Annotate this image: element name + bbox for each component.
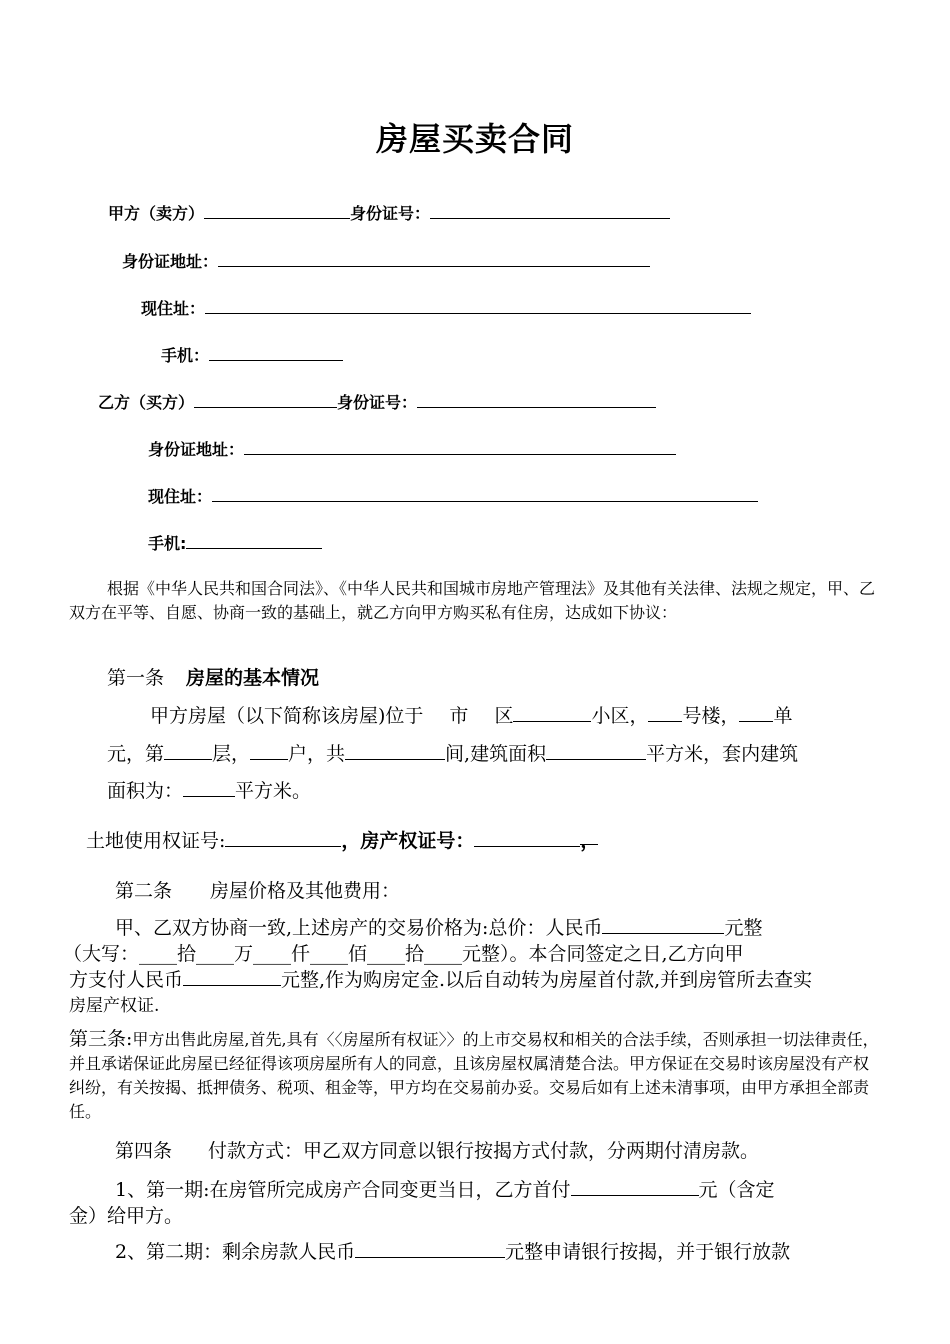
article2-heading	[115, 876, 400, 903]
article4-item1-cont: 金）给甲方。	[69, 1205, 184, 1227]
article2-line3	[69, 965, 812, 992]
article4-heading-num: 第四条	[115, 1140, 173, 1162]
party-b-phone-label: 手机:	[148, 534, 187, 553]
community-field[interactable]	[513, 703, 591, 722]
deposit-field[interactable]	[183, 967, 281, 986]
party-b-id-address-label: 身份证地址：	[148, 440, 245, 459]
city-label: 市	[449, 705, 469, 727]
area-label: 平方米，套内建筑	[646, 743, 799, 765]
unit-label: 单	[773, 705, 793, 727]
district-label: 区	[494, 705, 514, 727]
floor-label: 层，	[212, 743, 251, 765]
first-payment-field[interactable]	[571, 1177, 699, 1196]
party-a-id-address-field[interactable]	[218, 250, 650, 267]
article1-heading-num: 第一条	[107, 667, 165, 689]
party-b-name-label: 乙方（买方）	[98, 393, 195, 412]
party-a-phone-field[interactable]	[209, 344, 343, 361]
article4-item2	[115, 1237, 790, 1264]
deposit-text: 方支付人民币	[69, 969, 184, 991]
household-field[interactable]	[250, 741, 288, 760]
article2-line1	[115, 913, 762, 940]
party-a-name-field[interactable]	[204, 202, 350, 219]
land-cert-label: 土地使用权证号:	[86, 830, 226, 852]
article1-heading	[107, 663, 319, 690]
floor-field[interactable]	[164, 741, 212, 760]
floor-prefix: 元，第	[107, 743, 165, 765]
party-b-id-address-field[interactable]	[244, 438, 676, 455]
article4-heading-text: 付款方式：甲乙双方同意以银行按揭方式付款，分两期付清房款。	[208, 1140, 760, 1162]
intro-paragraph: 根据《中华人民共和国合同法》、《中华人民共和国城市房地产管理法》及其他有关法律、法规之规定，甲、乙双方在平等、自愿、协商一致的基础上，就乙方向甲方购买私有住房，达成如下协议：	[69, 579, 876, 622]
land-cert-row	[86, 826, 598, 853]
rooms-field[interactable]	[345, 741, 445, 760]
page-title: 房屋买卖合同	[375, 120, 574, 158]
article3-text: 甲方出售此房屋,首先,具有〈〈房屋所有权证〉〉的上市交易权和相关的合法手续，否则承担一切法律责任，并且承诺保证此房屋已经征得该项房屋所有人的同意，且该房屋权属清楚合法。甲方保证在交易时该房屋没有产权纠纷，有关按揭、抵押债务、税项、租金等，甲方均在交易前办妥。交易后如有上述未清事项，由甲方承担全部责任。	[69, 1030, 879, 1121]
article3-heading: 第三条:	[69, 1028, 133, 1050]
unit-field[interactable]	[739, 703, 773, 722]
total-price-field[interactable]	[602, 915, 724, 934]
party-b-address-row	[148, 484, 758, 507]
property-cert-field[interactable]	[474, 828, 580, 847]
party-b-id-address-row	[148, 437, 676, 460]
party-a-id-field[interactable]	[430, 202, 670, 219]
article1-heading-title: 房屋的基本情况	[186, 667, 320, 689]
party-a-phone-row	[161, 343, 343, 366]
second-payment-field[interactable]	[355, 1239, 505, 1258]
area-field[interactable]	[546, 741, 646, 760]
price-unit: 元整	[724, 917, 763, 939]
deposit-desc: 元整,作为购房定金.以后自动转为房屋首付款,并到房管所去查实	[281, 969, 813, 991]
party-a-address-label: 现住址：	[141, 299, 206, 318]
land-cert-field[interactable]	[225, 828, 341, 847]
article1-text: 甲方房屋（以下简称该房屋)位于	[150, 705, 424, 727]
community-label: 小区，	[591, 705, 649, 727]
inner-area-prefix: 面积为：	[107, 780, 184, 802]
party-b-name-field[interactable]	[194, 391, 337, 408]
article2-line4: 房屋产权证.	[69, 996, 160, 1016]
party-b-phone-row	[148, 531, 322, 554]
article1-line3	[107, 776, 311, 803]
inner-area-label: 平方米。	[235, 780, 312, 802]
article1-line1	[150, 701, 793, 728]
party-b-row	[98, 390, 656, 413]
article2-heading-num: 第二条	[115, 880, 173, 902]
party-b-id-field[interactable]	[417, 391, 656, 408]
property-cert-end: ，	[580, 826, 598, 845]
building-field[interactable]	[648, 703, 682, 722]
party-a-address-field[interactable]	[205, 297, 751, 314]
party-a-id-label: 身份证号：	[350, 204, 431, 223]
building-label: 号楼，	[682, 705, 740, 727]
party-a-id-address-label: 身份证地址：	[122, 252, 219, 271]
party-b-address-field[interactable]	[212, 485, 758, 502]
article2-line2: （大写：____拾____万____仟____佰____拾____元整）。本合同签定之日,乙方向甲	[63, 943, 744, 965]
inner-area-field[interactable]	[183, 778, 235, 797]
second-payment-text: 2、第二期：剩余房款人民币	[115, 1241, 356, 1263]
article1-line2	[107, 739, 798, 766]
party-a-address-row	[141, 296, 751, 319]
property-cert-label: ，房产权证号：	[341, 830, 475, 852]
article2-heading-title: 房屋价格及其他费用：	[210, 880, 401, 902]
price-text: 甲、乙双方协商一致,上述房产的交易价格为:总价：人民币	[115, 917, 603, 939]
first-payment-unit: 元（含定	[698, 1179, 775, 1201]
article4-heading	[115, 1136, 759, 1163]
rooms-label: 间,建筑面积	[445, 743, 547, 765]
party-a-phone-label: 手机：	[161, 346, 210, 365]
household-label: 户，共	[288, 743, 346, 765]
first-payment-text: 1、第一期:在房管所完成房产合同变更当日，乙方首付	[115, 1179, 571, 1201]
party-a-row	[108, 201, 670, 224]
second-payment-desc: 元整申请银行按揭，并于银行放款	[505, 1241, 791, 1263]
article3-paragraph	[69, 1027, 884, 1124]
party-b-id-label: 身份证号：	[337, 393, 418, 412]
party-a-id-address-row	[122, 249, 650, 272]
party-b-phone-field[interactable]	[186, 532, 322, 549]
party-b-address-label: 现住址：	[148, 487, 213, 506]
article4-item1	[115, 1175, 775, 1202]
party-a-name-label: 甲方（卖方）	[108, 204, 205, 223]
